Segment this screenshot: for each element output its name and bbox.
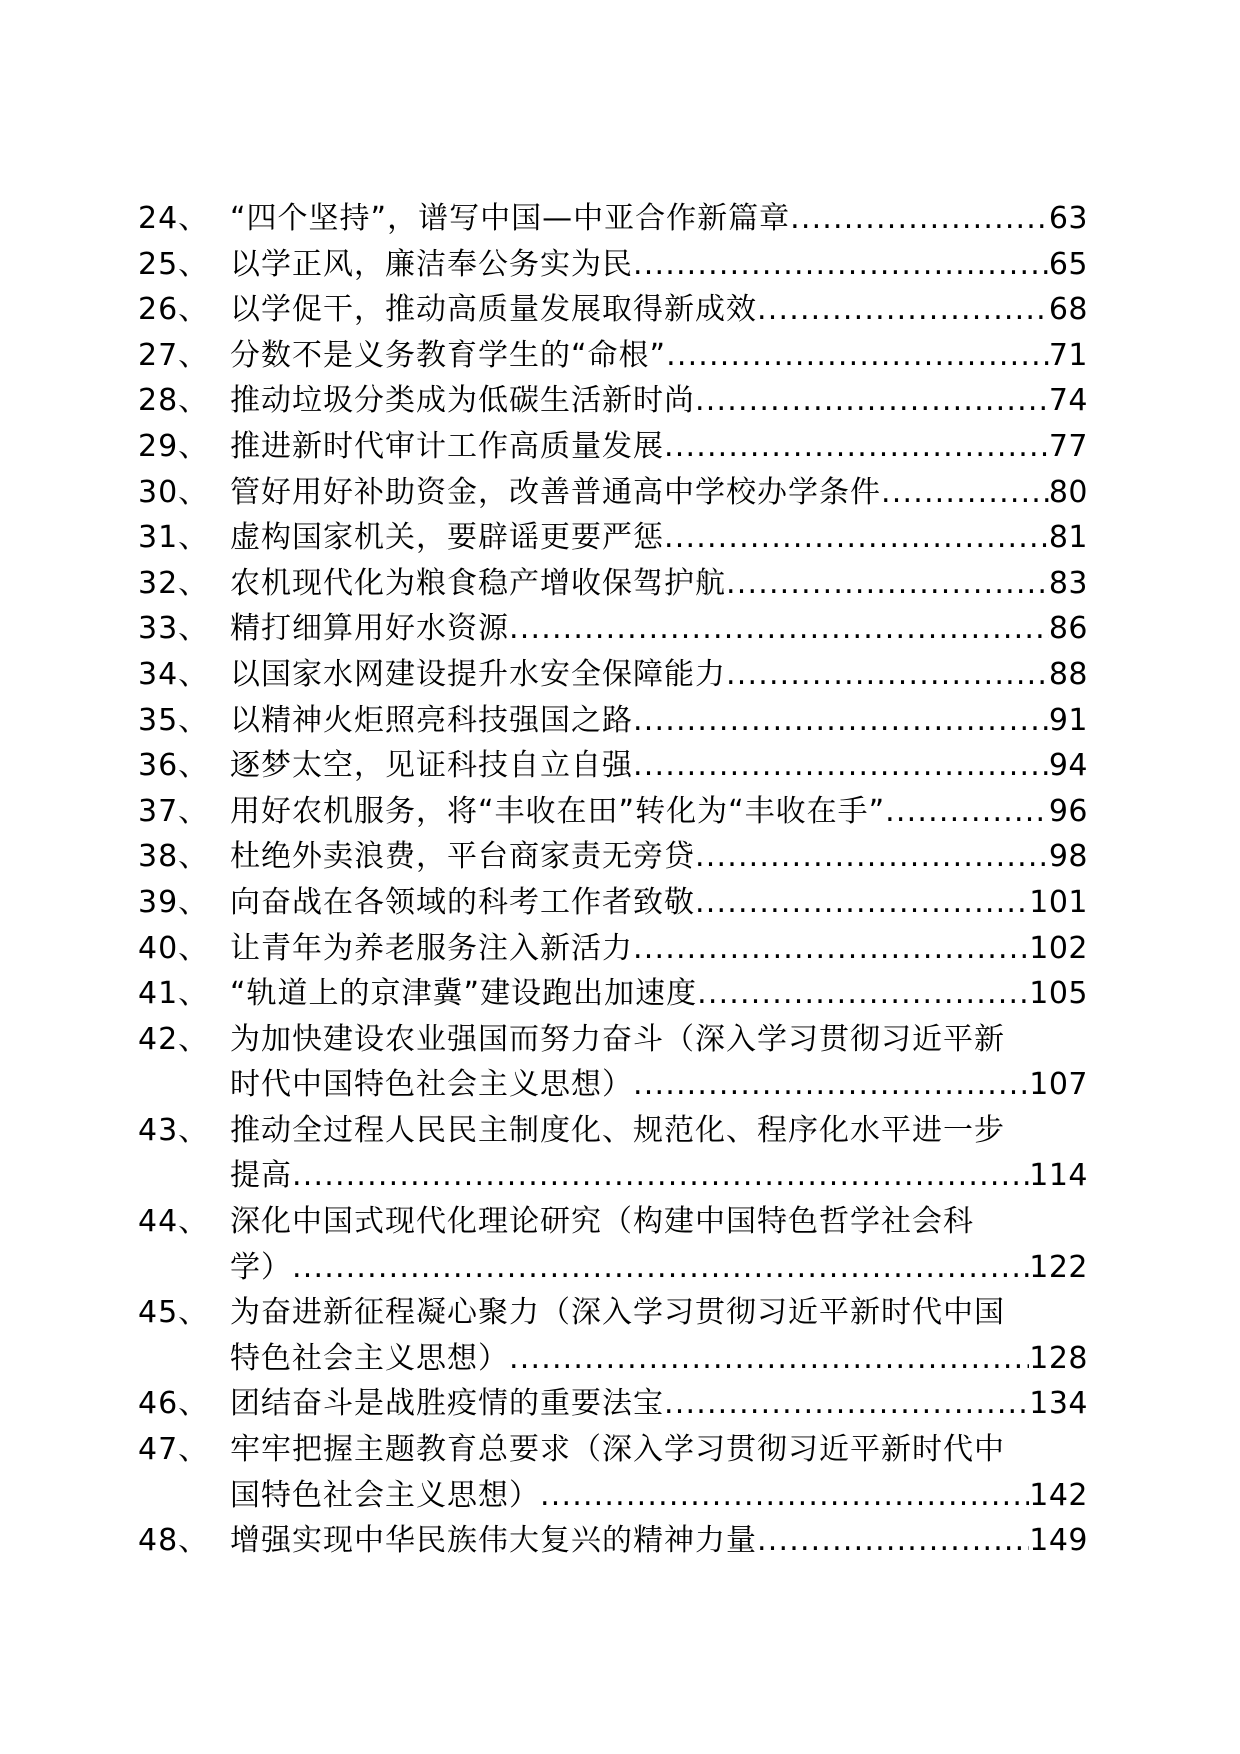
toc-entry-number: 27、 xyxy=(138,337,210,373)
toc-entry-title: 推进新时代审计工作高质量发展 xyxy=(230,428,664,464)
toc-entry-title: 逐梦太空，见证科技自立自强 xyxy=(230,748,633,784)
toc-entry-body xyxy=(230,196,1088,242)
toc-entry-number: 35、 xyxy=(138,702,210,738)
toc-entry-title: 增强实现中华民族伟大复兴的精神力量 xyxy=(230,1523,757,1559)
toc-entry-body xyxy=(230,1427,1088,1518)
toc-entry-body xyxy=(230,1381,1088,1427)
dot-leader xyxy=(695,378,1049,424)
toc-entry-title-line: 推动全过程人民民主制度化、规范化、程序化水平进一步 xyxy=(230,1112,1005,1148)
toc-entry[interactable] xyxy=(138,1108,1088,1199)
toc-entry-page-number: 83 xyxy=(1048,565,1088,601)
dot-leader xyxy=(695,880,1029,926)
toc-entry-page-number: 65 xyxy=(1048,246,1088,282)
toc-entry[interactable] xyxy=(138,333,1088,379)
toc-entry-last-line xyxy=(230,1245,1088,1291)
toc-entry-body xyxy=(230,1518,1088,1564)
toc-entry-body xyxy=(230,880,1088,926)
toc-entry-title: 管好用好补助资金，改善普通高中学校办学条件 xyxy=(230,474,881,510)
toc-entry[interactable] xyxy=(138,378,1088,424)
dot-leader xyxy=(697,971,1029,1017)
dot-leader xyxy=(790,196,1049,242)
toc-entry-body xyxy=(230,1017,1088,1108)
toc-entry[interactable] xyxy=(138,424,1088,470)
toc-entry-number: 47、 xyxy=(138,1432,210,1468)
toc-entry[interactable] xyxy=(138,1199,1088,1290)
dot-leader xyxy=(633,698,1049,744)
toc-entry-page-number: 102 xyxy=(1029,930,1088,966)
toc-entry-body xyxy=(230,652,1088,698)
toc-entry-title: 特色社会主义思想） xyxy=(230,1340,509,1376)
toc-entry[interactable] xyxy=(138,834,1088,880)
table-of-contents xyxy=(138,196,1088,1564)
toc-entry[interactable] xyxy=(138,743,1088,789)
toc-entry[interactable] xyxy=(138,1017,1088,1108)
toc-entry-last-line xyxy=(230,561,1088,607)
toc-entry-last-line xyxy=(230,743,1088,789)
toc-entry-last-line xyxy=(230,287,1088,333)
toc-entry-last-line xyxy=(230,196,1088,242)
toc-entry-title: 农机现代化为粮食稳产增收保驾护航 xyxy=(230,565,726,601)
toc-entry[interactable] xyxy=(138,926,1088,972)
toc-entry[interactable] xyxy=(138,1290,1088,1381)
toc-entry-body xyxy=(230,1290,1088,1381)
toc-entry-title: “轨道上的京津冀”建设跑出加速度 xyxy=(230,976,698,1012)
toc-entry-page-number: 81 xyxy=(1048,520,1088,556)
toc-entry-page-number: 96 xyxy=(1048,793,1088,829)
dot-leader xyxy=(540,1473,1029,1519)
toc-entry-last-line xyxy=(230,880,1088,926)
toc-entry-page-number: 101 xyxy=(1029,884,1088,920)
toc-entry-number: 46、 xyxy=(138,1386,210,1422)
toc-entry-last-line xyxy=(230,1381,1088,1427)
dot-leader xyxy=(695,834,1049,880)
toc-entry-last-line xyxy=(230,1062,1088,1108)
dot-leader xyxy=(726,652,1049,698)
toc-entry-page-number: 63 xyxy=(1048,201,1088,236)
toc-entry-page-number: 128 xyxy=(1029,1340,1088,1376)
toc-entry-title: 以学正风，廉洁奉公务实为民 xyxy=(230,246,633,282)
toc-entry-last-line xyxy=(230,1336,1088,1382)
toc-entry-body xyxy=(230,971,1088,1017)
toc-entry[interactable] xyxy=(138,242,1088,288)
toc-entry-number: 25、 xyxy=(138,246,210,282)
dot-leader xyxy=(664,1381,1029,1427)
toc-entry-last-line xyxy=(230,1473,1088,1519)
toc-entry[interactable] xyxy=(138,196,1088,242)
toc-entry-last-line xyxy=(230,698,1088,744)
toc-entry[interactable] xyxy=(138,880,1088,926)
dot-leader xyxy=(885,789,1049,835)
toc-entry-last-line xyxy=(230,424,1088,470)
toc-entry-title: 分数不是义务教育学生的“命根” xyxy=(230,337,667,373)
toc-entry-last-line xyxy=(230,470,1088,516)
toc-entry-body xyxy=(230,834,1088,880)
toc-entry-page-number: 105 xyxy=(1029,976,1088,1012)
toc-entry-last-line xyxy=(230,652,1088,698)
dot-leader xyxy=(664,424,1049,470)
toc-entry-body xyxy=(230,470,1088,516)
toc-entry-number: 39、 xyxy=(138,884,210,920)
dot-leader xyxy=(881,470,1049,516)
toc-entry-title: 团结奋斗是战胜疫情的重要法宝 xyxy=(230,1386,664,1422)
toc-entry-number: 44、 xyxy=(138,1204,210,1240)
toc-entry[interactable] xyxy=(138,606,1088,652)
toc-entry-body xyxy=(230,606,1088,652)
toc-entry-body xyxy=(230,1108,1088,1199)
toc-entry-body xyxy=(230,698,1088,744)
toc-entry-number: 45、 xyxy=(138,1295,210,1331)
toc-entry-last-line xyxy=(230,333,1088,379)
dot-leader xyxy=(633,242,1049,288)
toc-entry[interactable] xyxy=(138,971,1088,1017)
toc-entry-last-line xyxy=(230,1153,1088,1199)
toc-entry-title: 让青年为养老服务注入新活力 xyxy=(230,930,633,966)
dot-leader xyxy=(292,1245,1029,1291)
toc-entry-title-line: 牢牢把握主题教育总要求（深入学习贯彻习近平新时代中 xyxy=(230,1432,1005,1468)
dot-leader xyxy=(757,1518,1029,1564)
toc-entry-body xyxy=(230,561,1088,607)
toc-entry-number: 38、 xyxy=(138,839,210,875)
toc-entry-title-line: 深化中国式现代化理论研究（构建中国特色哲学社会科 xyxy=(230,1204,974,1240)
toc-entry-body xyxy=(230,1199,1088,1290)
toc-entry-page-number: 134 xyxy=(1029,1386,1088,1422)
toc-entry-title: 学） xyxy=(230,1249,292,1285)
toc-entry-title: 杜绝外卖浪费，平台商家责无旁贷 xyxy=(230,839,695,875)
toc-entry-title: 精打细算用好水资源 xyxy=(230,611,509,647)
toc-entry-page-number: 94 xyxy=(1048,748,1088,784)
toc-entry-last-line xyxy=(230,515,1088,561)
toc-entry-last-line xyxy=(230,378,1088,424)
toc-entry-number: 24、 xyxy=(138,201,210,236)
dot-leader xyxy=(664,515,1049,561)
toc-entry-title: 时代中国特色社会主义思想） xyxy=(230,1067,633,1103)
toc-entry-body xyxy=(230,333,1088,379)
toc-entry-page-number: 86 xyxy=(1048,611,1088,647)
dot-leader xyxy=(292,1153,1029,1199)
toc-entry-title-line: 为奋进新征程凝心聚力（深入学习贯彻习近平新时代中国 xyxy=(230,1295,1005,1331)
toc-entry-page-number: 107 xyxy=(1029,1067,1088,1103)
toc-entry-title: 用好农机服务，将“丰收在田”转化为“丰收在手” xyxy=(230,793,886,829)
toc-entry-page-number: 114 xyxy=(1029,1158,1088,1194)
toc-entry-page-number: 88 xyxy=(1048,656,1088,692)
toc-entry[interactable] xyxy=(138,287,1088,333)
toc-entry-number: 40、 xyxy=(138,930,210,966)
toc-entry-number: 36、 xyxy=(138,748,210,784)
toc-entry-last-line xyxy=(230,606,1088,652)
toc-entry-title: 虚构国家机关，要辟谣更要严惩 xyxy=(230,520,664,556)
toc-entry-number: 37、 xyxy=(138,793,210,829)
toc-entry-title: 以精神火炬照亮科技强国之路 xyxy=(230,702,633,738)
toc-entry-page-number: 142 xyxy=(1029,1477,1088,1513)
toc-entry-title-line: 为加快建设农业强国而努力奋斗（深入学习贯彻习近平新 xyxy=(230,1021,1005,1057)
dot-leader xyxy=(633,743,1049,789)
toc-entry[interactable] xyxy=(138,1427,1088,1518)
dot-leader xyxy=(757,287,1049,333)
toc-entry-page-number: 91 xyxy=(1048,702,1088,738)
dot-leader xyxy=(633,1062,1029,1108)
toc-entry[interactable] xyxy=(138,1381,1088,1427)
toc-entry[interactable] xyxy=(138,789,1088,835)
dot-leader xyxy=(509,1336,1029,1382)
toc-entry-number: 32、 xyxy=(138,565,210,601)
toc-entry-last-line xyxy=(230,926,1088,972)
toc-entry-body xyxy=(230,515,1088,561)
toc-entry-number: 41、 xyxy=(138,976,210,1012)
toc-entry-last-line xyxy=(230,834,1088,880)
toc-entry-number: 43、 xyxy=(138,1112,210,1148)
toc-entry-number: 48、 xyxy=(138,1523,210,1559)
toc-entry-number: 29、 xyxy=(138,428,210,464)
toc-entry-body xyxy=(230,926,1088,972)
toc-entry-title: 推动垃圾分类成为低碳生活新时尚 xyxy=(230,383,695,419)
toc-entry-page-number: 80 xyxy=(1048,474,1088,510)
dot-leader xyxy=(633,926,1029,972)
toc-entry-page-number: 68 xyxy=(1048,292,1088,328)
toc-entry-page-number: 71 xyxy=(1048,337,1088,373)
toc-entry[interactable] xyxy=(138,561,1088,607)
toc-entry-number: 30、 xyxy=(138,474,210,510)
toc-entry-title: 以学促干，推动高质量发展取得新成效 xyxy=(230,292,757,328)
toc-entry-page-number: 98 xyxy=(1048,839,1088,875)
toc-entry-body xyxy=(230,789,1088,835)
toc-entry-last-line xyxy=(230,1518,1088,1564)
toc-entry-page-number: 122 xyxy=(1029,1249,1088,1285)
toc-entry[interactable] xyxy=(138,515,1088,561)
toc-entry-number: 42、 xyxy=(138,1021,210,1057)
toc-entry-title: 国特色社会主义思想） xyxy=(230,1477,540,1513)
dot-leader xyxy=(666,333,1049,379)
toc-entry-body xyxy=(230,287,1088,333)
toc-entry-title: 以国家水网建设提升水安全保障能力 xyxy=(230,656,726,692)
toc-entry-number: 26、 xyxy=(138,292,210,328)
toc-entry-last-line xyxy=(230,789,1088,835)
toc-entry-number: 33、 xyxy=(138,611,210,647)
toc-entry[interactable] xyxy=(138,470,1088,516)
toc-entry-title: 提高 xyxy=(230,1158,292,1194)
toc-entry-last-line xyxy=(230,971,1088,1017)
toc-entry-title: 向奋战在各领域的科考工作者致敬 xyxy=(230,884,695,920)
toc-entry-number: 34、 xyxy=(138,656,210,692)
toc-entry-number: 31、 xyxy=(138,520,210,556)
toc-entry-page-number: 149 xyxy=(1029,1523,1088,1559)
toc-entry-number: 28、 xyxy=(138,383,210,419)
toc-entry-body xyxy=(230,743,1088,789)
toc-entry[interactable] xyxy=(138,698,1088,744)
toc-entry-title: “四个坚持”，谱写中国—中亚合作新篇章 xyxy=(230,201,791,236)
dot-leader xyxy=(726,561,1049,607)
toc-entry[interactable] xyxy=(138,652,1088,698)
toc-entry-body xyxy=(230,424,1088,470)
toc-entry-body xyxy=(230,242,1088,288)
toc-entry[interactable] xyxy=(138,1518,1088,1564)
toc-entry-page-number: 74 xyxy=(1048,383,1088,419)
toc-entry-page-number: 77 xyxy=(1048,428,1088,464)
toc-entry-last-line xyxy=(230,242,1088,288)
dot-leader xyxy=(509,606,1049,652)
toc-entry-body xyxy=(230,378,1088,424)
